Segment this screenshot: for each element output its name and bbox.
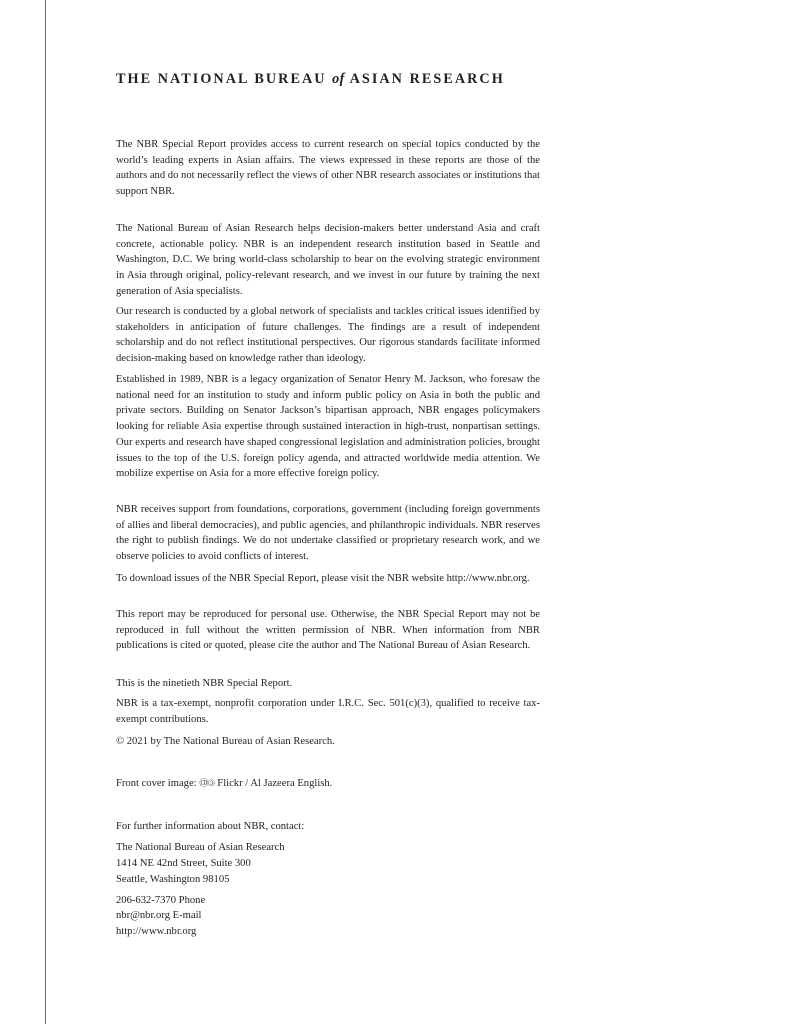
email-line: nbr@nbr.org E-mail	[116, 910, 202, 921]
support-paragraph: NBR receives support from foundations, corporations, government (including foreign governments of allies and liberal democracies), and public agencies, and philanthropic individuals. NBR reserves the right to publish findings. We do not undertake classified or proprietary research work, and we observe policies to avoid conflicts of interest.	[116, 504, 540, 563]
address-line-1: The National Bureau of Asian Research	[116, 842, 285, 853]
tax-exempt-paragraph: NBR is a tax-exempt, nonprofit corporation under I.R.C. Sec. 501(c)(3), qualified to receive tax-exempt contributions.	[116, 698, 540, 725]
established-paragraph: Established in 1989, NBR is a legacy organization of Senator Henry M. Jackson, who foresaw the national need for an institution to study and inform public policy on Asia in both the public and private sectors. Building on Senator Jackson’s bipartisan approach, NBR engages policymakers looking for reliable Asia expertise through sustained interaction in high-trust, nonpartisan settings. Our experts and research have shaped congressional legislation and administration policies, brought issues to the top of the U.S. foreign policy agenda, and attracted worldwide media attention. We mobilize expertise on Asia for a more effective foreign policy.	[116, 374, 540, 480]
reproduction-paragraph: This report may be reproduced for personal use. Otherwise, the NBR Special Report may not be reproduced in full without the written permission of NBR. When information from NBR publications is cited or quoted, please cite the author and The National Bureau of Asian Research.	[116, 609, 540, 652]
about-paragraph: The National Bureau of Asian Research helps decision-makers better understand Asia and craft concrete, actionable policy. NBR is an independent research institution based in Seattle and Washington, D.C. We bring world-class scholarship to bear on the evolving strategic environment in Asia through original, policy-relevant research, and we invest in our future by training the next generation of Asia specialists.	[116, 223, 540, 297]
website-line: http://www.nbr.org	[116, 926, 197, 937]
contact-intro: For further information about NBR, contact:	[116, 821, 305, 832]
download-paragraph: To download issues of the NBR Special Report, please visit the NBR website http://www.nbr.org.	[116, 573, 530, 584]
special-report-paragraph: The NBR Special Report provides access to current research on special topics conducted by the world’s leading experts in Asian affairs. The views expressed in these reports are those of the authors and do not necessarily reflect the views of other NBR research associates or institutions that support NBR.	[116, 139, 540, 198]
research-paragraph: Our research is conducted by a global network of specialists and tackles critical issues identified by stakeholders in anticipation of future challenges. The findings are a result of independent scholarship and do not reflect institutional perspectives. Our rigorous standards facilitate informed decision-making based on knowledge rather than ideology.	[116, 306, 540, 365]
phone-line: 206-632-7370 Phone	[116, 895, 206, 906]
masthead-title: THE NATIONAL BUREAU of ASIAN RESEARCH	[116, 71, 505, 87]
copyright-line: © 2021 by The National Bureau of Asian Research.	[116, 736, 335, 747]
page-margin-rule	[45, 0, 46, 1024]
ninetieth-line: This is the ninetieth NBR Special Report.	[116, 678, 293, 689]
address-line-3: Seattle, Washington 98105	[116, 874, 230, 885]
masthead-of: of	[332, 71, 345, 87]
creative-commons-icon: 🄭🄯	[199, 779, 215, 789]
cover-image-credit: Front cover image: 🄭🄯 Flickr / Al Jazeera English.	[116, 778, 333, 789]
address-line-2: 1414 NE 42nd Street, Suite 300	[116, 858, 251, 869]
